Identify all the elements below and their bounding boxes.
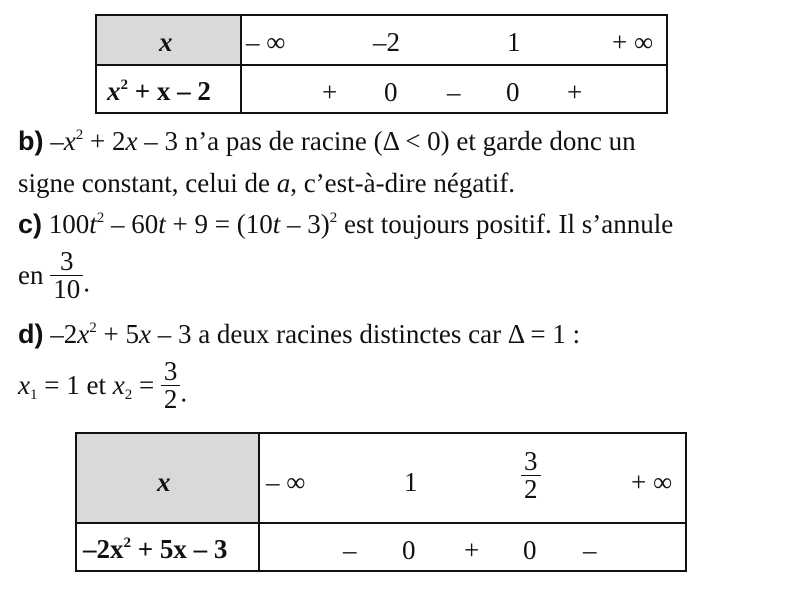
table1-header-column-lower [240, 65, 242, 112]
table2-value-1: 1 [404, 467, 418, 497]
table1-sign-2: 0 [384, 77, 398, 107]
paragraph-c-line-1: c) $100t^2 - 60t + 9 = (10t - 3)^2$ est toujours positif. Il s’annule [18, 209, 674, 239]
table2-value-plus-inf: + ∞ [631, 467, 673, 497]
table1-value-1: 1 [507, 27, 521, 57]
table1-value-minus-inf: – ∞ [246, 27, 286, 57]
table2-sign-4: 0 [523, 535, 537, 565]
table2-sign-5: – [583, 535, 597, 565]
table1-value-minus-2: –2 [373, 27, 400, 57]
table2-x-label: x [157, 467, 171, 497]
table2-value-three-halves: $\frac{3}{2}$ [521, 448, 541, 503]
item-marker-b: b) [18, 126, 44, 156]
table1-row-label: $x^2 + x - 2$ [107, 76, 211, 106]
table1-sign-3: – [447, 77, 461, 107]
table1-row-divider [97, 64, 666, 66]
paragraph-d-line-2: $x_1 = 1$ et $x_2$ = $\frac{3}{2}$ . [18, 356, 188, 414]
paragraph-b-line-1: b) $-x^2 + 2x - 3$ n’a pas de racine (Δ < 0) et garde donc un [18, 126, 636, 156]
fraction-3-over-2: $\frac{3}{2}$ [161, 358, 181, 413]
table1-x-label: x [159, 27, 173, 57]
table1-sign-5: + [567, 77, 583, 107]
item-marker-d: d) [18, 319, 44, 349]
item-marker-c: c) [18, 209, 43, 239]
table2-row-label: $-2x^2 + 5x - 3$ [83, 534, 228, 564]
table1-value-plus-inf: + ∞ [612, 27, 654, 57]
table2-header-column-lower [258, 523, 260, 570]
sign-table-1 [95, 14, 668, 114]
fraction-3-over-10: $\frac{3}{10}$ [50, 248, 83, 303]
table2-sign-3: + [464, 535, 480, 565]
paragraph-b-line-2: signe constant, celui de a, c’est-à-dire négatif. [18, 168, 516, 198]
paragraph-d-line-1: d) $-2x^2 + 5x - 3$ a deux racines distinctes car Δ = 1 : [18, 319, 581, 349]
table1-sign-1: + [322, 77, 338, 107]
sign-table-2 [75, 432, 687, 572]
paragraph-c-line-2: en $\frac{3}{10}$ . [18, 246, 90, 304]
table2-row-divider [77, 522, 685, 524]
table2-value-minus-inf: – ∞ [266, 467, 306, 497]
table2-sign-2: 0 [402, 535, 416, 565]
table1-sign-4: 0 [506, 77, 520, 107]
table2-sign-1: – [343, 535, 357, 565]
